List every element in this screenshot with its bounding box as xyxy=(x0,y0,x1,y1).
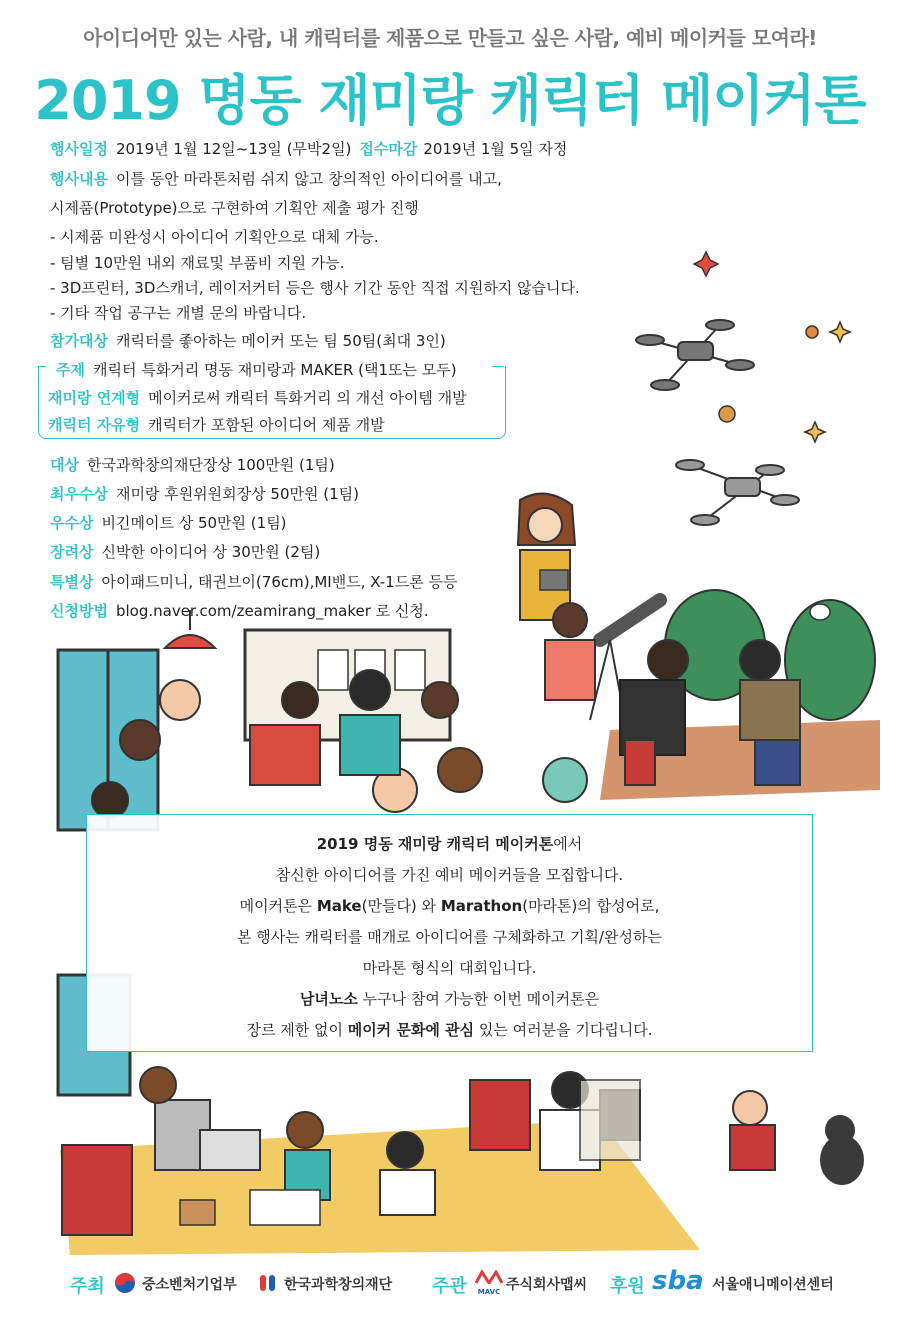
award-label: 우수상 xyxy=(50,514,94,532)
host1-name: 중소벤처기업부 xyxy=(142,1277,237,1293)
topic2-row xyxy=(48,414,385,435)
notice-text: (만들다) 와 xyxy=(361,897,441,915)
notice-bold: Make xyxy=(316,897,362,915)
content-label: 행사내용 xyxy=(50,170,108,188)
kofac-logo-icon xyxy=(258,1273,278,1293)
award-row xyxy=(50,571,457,592)
notice-text: 장르 제한 없이 xyxy=(246,1021,348,1039)
page-title: 2019 명동 재미랑 캐릭터 메이커톤 xyxy=(34,69,866,132)
award-label: 장려상 xyxy=(50,543,94,561)
notice-text: 있는 여러분을 기다립니다. xyxy=(474,1021,653,1039)
footer-sponsors xyxy=(0,1262,900,1302)
deadline-value: 2019년 1월 5일 자정 xyxy=(423,140,568,158)
schedule-value: 2019년 1월 12일~13일 (무박2일) xyxy=(115,140,352,158)
content-line1: 이틀 동안 마라톤처럼 쉬지 않고 창의적인 아이디어를 내고, xyxy=(115,170,502,188)
notice-text: (마라톤)의 합성어로, xyxy=(522,897,660,915)
award-label: 대상 xyxy=(50,456,79,474)
target-row xyxy=(50,330,446,351)
mavc-logo-icon xyxy=(474,1270,504,1294)
award-row xyxy=(50,483,359,504)
deadline-label: 접수마감 xyxy=(359,140,418,158)
tagline: 아이디어만 있는 사람, 내 캐릭터를 제품으로 만들고 싶은 사람, 예비 메이커들 모여라! xyxy=(83,26,817,50)
topic2-label: 캐릭터 자유형 xyxy=(48,416,141,434)
host-label: 주최 xyxy=(70,1276,105,1297)
notice-line-7 xyxy=(87,1015,812,1046)
award-row xyxy=(50,454,335,475)
topic2-value: 캐릭터가 포함된 아이디어 제품 개발 xyxy=(148,416,385,434)
mavc-logo-text: MAVC xyxy=(477,1288,501,1296)
note-2: - 팀별 10만원 내외 재료및 부품비 지원 가능. xyxy=(50,254,345,272)
notice-line-1 xyxy=(87,829,812,860)
topic-box-edge-right xyxy=(492,366,504,368)
award-value: 아이패드미니, 태권브이(76cm),MI밴드, X-1드론 등등 xyxy=(101,573,458,591)
topic1-row xyxy=(48,387,467,408)
award-row xyxy=(50,541,320,562)
schedule-row xyxy=(50,138,567,159)
organizer-label: 주관 xyxy=(432,1276,467,1297)
award-value: 신박한 아이디어 상 30만원 (2팀) xyxy=(101,543,321,561)
notice-bold: 남녀노소 xyxy=(299,990,358,1008)
sponsor-label: 후원 xyxy=(610,1276,645,1297)
note-4: - 기타 작업 공구는 개별 문의 바랍니다. xyxy=(50,304,307,322)
notice-line-5: 마라톤 형식의 대회입니다. xyxy=(362,959,537,977)
host2-name: 한국과학창의재단 xyxy=(284,1277,393,1293)
organizer-name: 주식회사맵씨 xyxy=(506,1277,588,1293)
topic-label: 주제 xyxy=(56,361,85,379)
award-value: 비긴메이트 상 50만원 (1팀) xyxy=(101,514,287,532)
topic-box-edge-left xyxy=(38,366,46,368)
content-line2: 시제품(Prototype)으로 구현하여 기획안 제출 평가 진행 xyxy=(50,199,419,217)
target-label: 참가대상 xyxy=(50,332,108,350)
government-logo-icon xyxy=(114,1272,136,1294)
award-value: 한국과학창의재단장상 100만원 (1팀) xyxy=(86,456,335,474)
award-label: 특별상 xyxy=(50,573,94,591)
notice-text: 에서 xyxy=(553,835,583,853)
notice-line-3 xyxy=(87,891,812,922)
note-1: - 시제품 미완성시 아이디어 기획안으로 대체 가능. xyxy=(50,228,379,246)
sba-logo: sba xyxy=(652,1266,704,1296)
award-value: 재미랑 후원위원회장상 50만원 (1팀) xyxy=(115,485,359,503)
apply-label: 신청방법 xyxy=(50,602,108,620)
target-value: 캐릭터를 좋아하는 메이커 또는 팀 50팀(최대 3인) xyxy=(115,332,446,350)
topic-value: 캐릭터 특화거리 명동 재미랑과 MAKER (택1또는 모두) xyxy=(92,361,457,379)
notice-bold: 메이커 문화에 관심 xyxy=(347,1021,475,1039)
topic1-value: 메이커로써 캐릭터 특화거리 의 개선 아이템 개발 xyxy=(148,389,467,407)
notice-box xyxy=(86,814,813,1052)
topic-row xyxy=(56,359,457,380)
schedule-label: 행사일정 xyxy=(50,140,108,158)
topic1-label: 재미랑 연계형 xyxy=(48,389,141,407)
notice-title: 2019 명동 재미랑 캐릭터 메이커톤 xyxy=(316,835,554,853)
notice-text: 메이커톤은 xyxy=(239,897,317,915)
notice-line-4: 본 행사는 캐릭터를 매개로 아이디어를 구체화하고 기획/완성하는 xyxy=(237,928,662,946)
notice-line-6 xyxy=(87,984,812,1015)
note-3: - 3D프린터, 3D스캐너, 레이저커터 등은 행사 기간 동안 직접 지원하지 않습니다. xyxy=(50,279,580,297)
content-row xyxy=(50,168,502,189)
apply-row xyxy=(50,600,429,621)
notice-text: 누구나 참여 가능한 이번 메이커톤은 xyxy=(357,990,600,1008)
award-row xyxy=(50,512,287,533)
notice-bold: Marathon xyxy=(440,897,523,915)
apply-link[interactable]: blog.naver.com/zeamirang_maker 로 신청. xyxy=(115,602,429,620)
award-label: 최우수상 xyxy=(50,485,108,503)
sponsor-name: 서울애니메이션센터 xyxy=(712,1277,834,1293)
notice-line-2: 참신한 아이디어를 가진 예비 메이커들을 모집합니다. xyxy=(275,866,624,884)
